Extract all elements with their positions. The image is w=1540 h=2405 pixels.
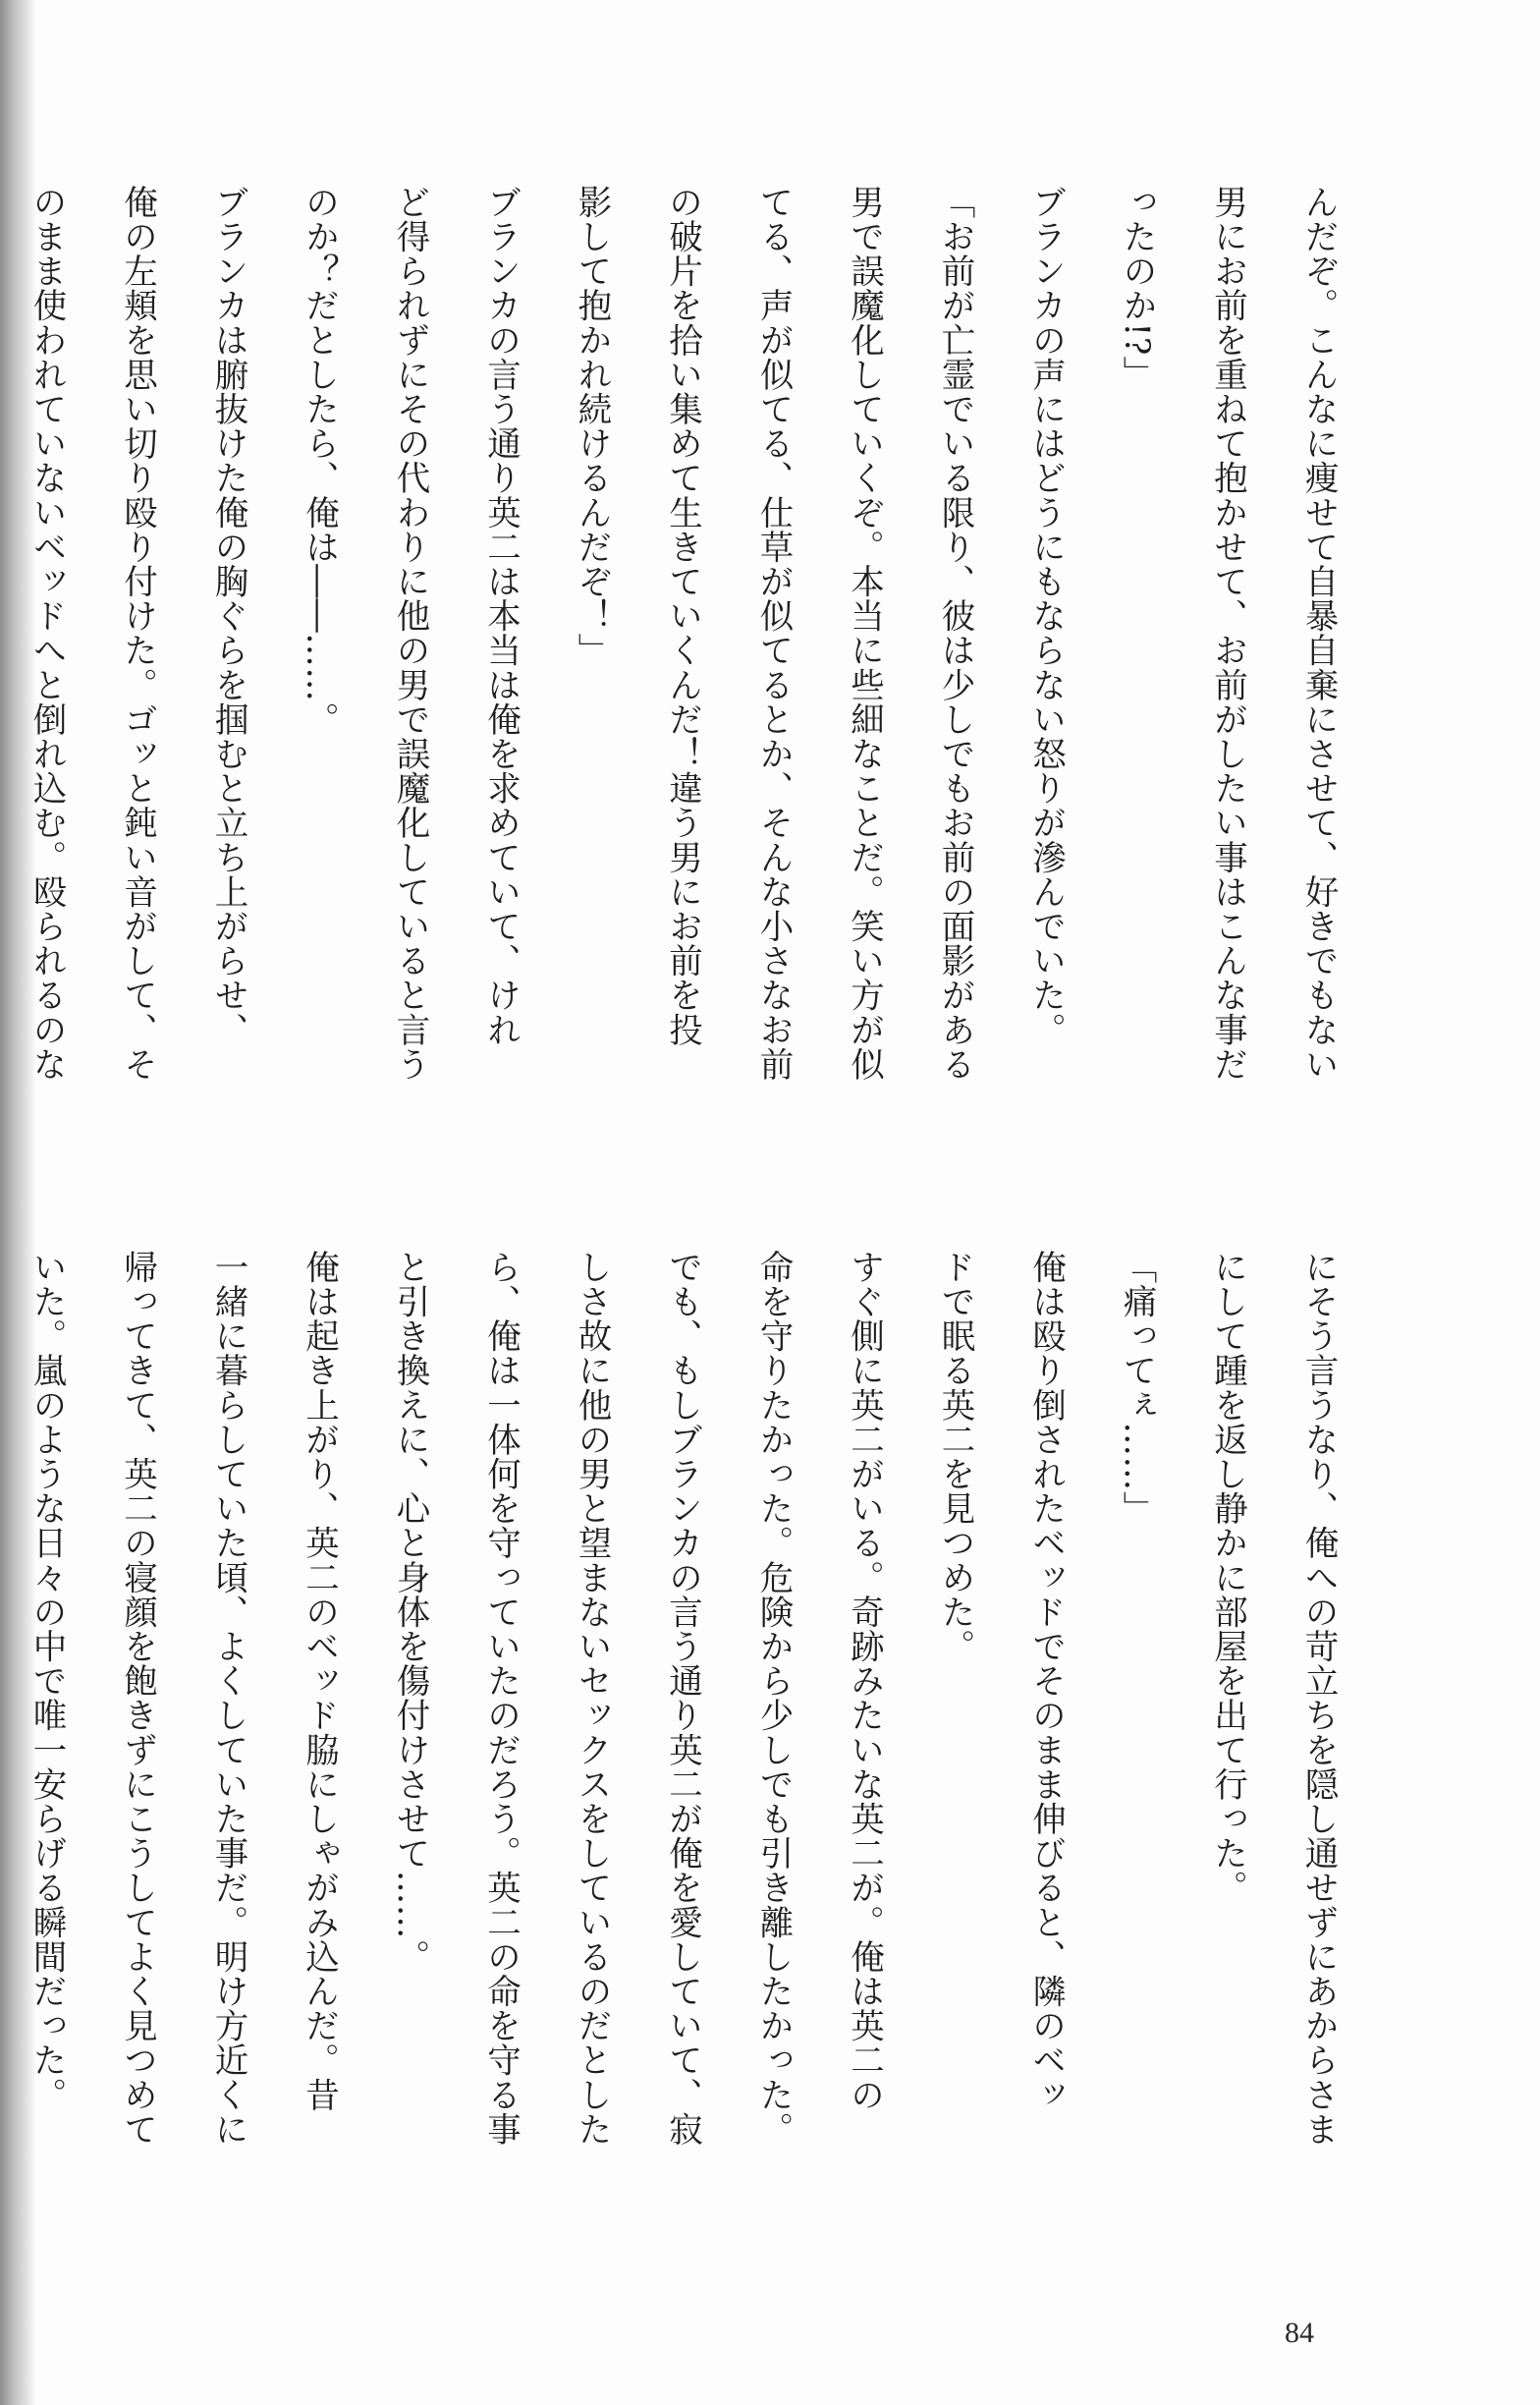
text-line: と引き換えに、心と身体を傷付けさせて……。 — [390, 1250, 429, 1975]
text-line: 「お前が亡霊でいる限り、彼は少しでもお前の面影がある — [935, 185, 974, 1082]
text-line: ら、俺は一体何を守っていたのだろう。英二の命を守る事 — [480, 1250, 521, 2147]
text-block-lower — [27, 1250, 1363, 2264]
text-line: にして踵を返し静かに部屋を出て行った。 — [1207, 1250, 1247, 1905]
text-line: てる、声が似てる、仕草が似てるとか、そんな小さなお前 — [753, 185, 793, 1082]
text-line: ブランカの声にはどうにもならない怒りが滲んでいた。 — [1025, 185, 1066, 1047]
text-line: ど得られずにその代わりに他の男で誤魔化していると言う — [390, 185, 429, 1082]
text-line: ドで眠る英二を見つめた。 — [935, 1250, 974, 1664]
text-line: 影して抱かれ続けるんだぞ！」 — [572, 185, 611, 668]
text-line: すぐ側に英二がいる。奇跡みたいな英二が。俺は英二の — [844, 1250, 884, 2112]
text-line: 命を守りたかった。危険から少しでも引き離したかった。 — [753, 1250, 793, 2147]
text-line: ブランカは腑抜けた俺の胸ぐらを掴むと立ち上がらせ、 — [208, 185, 248, 1047]
text-line: しさ故に他の男と望まないセックスをしているのだとした — [572, 1250, 611, 2147]
text-line — [0, 185, 1, 1199]
text-line: んだぞ。こんなに痩せて自暴自棄にさせて、好きでもない — [1298, 185, 1338, 1082]
text-line: の破片を拾い集めて生きていくんだ！違う男にお前を投 — [662, 185, 702, 1047]
text-line: ブランカの言う通り英二は本当は俺を求めていて、けれ — [480, 185, 521, 1047]
text-line: 俺の左頬を思い切り殴り付けた。ゴッと鈍い音がして、そ — [117, 185, 157, 1082]
text-line: にそう言うなり、俺への苛立ちを隠し通せずにあからさま — [1298, 1250, 1338, 2147]
text-line: 帰ってきて、英二の寝顔を飽きずにこうしてよく見つめて — [117, 1250, 157, 2147]
text-line: 男で誤魔化していくぞ。本当に些細なことだ。笑い方が似 — [844, 185, 884, 1082]
text-line: 俺は殴り倒されたベッドでそのまま伸びると、隣のベッ — [1025, 1250, 1066, 2112]
text-line: 俺は起き上がり、英二のベッド脇にしゃがみ込んだ。昔 — [299, 1250, 339, 2112]
text-line: いた。嵐のような日々の中で唯一安らげる瞬間だった。 — [27, 1250, 66, 2112]
text-line: 「痛ってぇ……」 — [1117, 1250, 1156, 1526]
page-number: 84 — [1285, 2317, 1314, 2349]
text-line: 男にお前を重ねて抱かせて、お前がしたい事はこんな事だ — [1207, 185, 1247, 1082]
text-line: でも、もしブランカの言う通り英二が俺を愛していて、寂 — [662, 1250, 702, 2147]
text-line: 一緒に暮らしていた頃、よくしていた事だ。明け方近くに — [208, 1250, 248, 2147]
text-line: のか？だとしたら、俺は――……。 — [299, 185, 339, 737]
text-block-upper — [27, 185, 1363, 1199]
text-line: ったのか!?」 — [1117, 185, 1156, 391]
text-line: のまま使われていないベッドへと倒れ込む。殴られるのな — [27, 185, 66, 1082]
